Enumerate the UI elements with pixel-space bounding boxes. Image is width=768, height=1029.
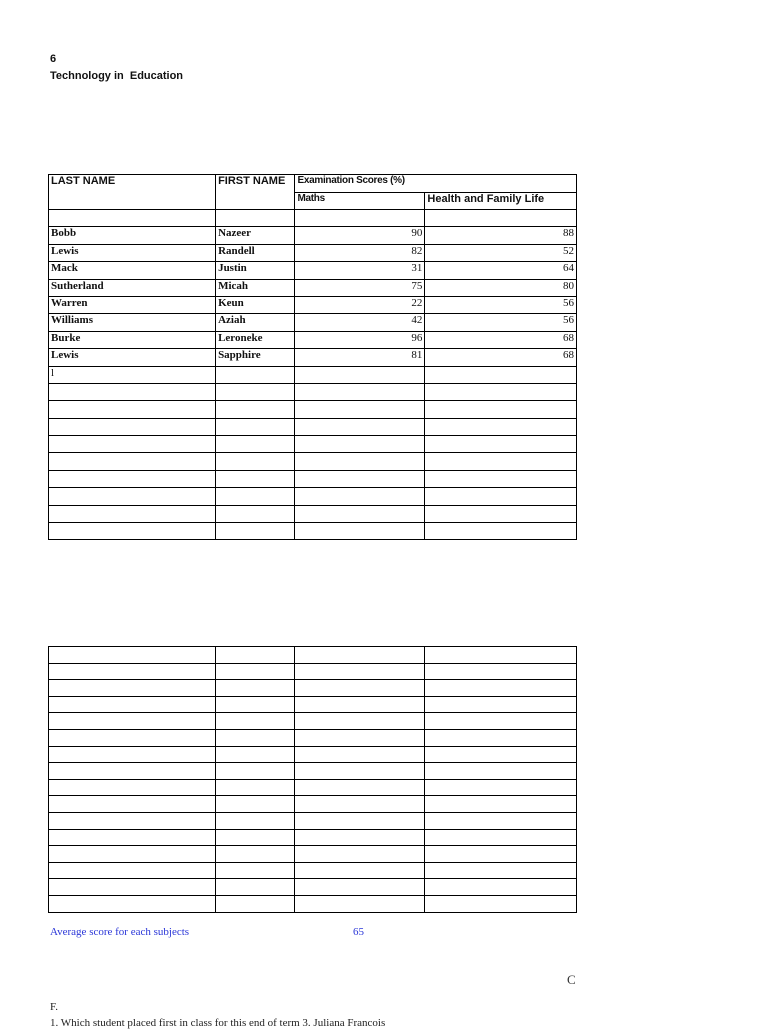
cell[interactable] xyxy=(49,879,216,896)
cell[interactable] xyxy=(425,523,577,540)
empty-row xyxy=(49,862,577,879)
cell[interactable] xyxy=(216,523,295,540)
empty-row xyxy=(49,470,577,487)
cell[interactable] xyxy=(295,488,425,505)
cell[interactable] xyxy=(295,210,425,227)
table-row xyxy=(49,366,577,383)
cell[interactable] xyxy=(425,488,577,505)
cell[interactable] xyxy=(49,663,216,680)
cell[interactable] xyxy=(216,647,295,664)
cell[interactable] xyxy=(295,401,425,418)
cell[interactable] xyxy=(295,829,425,846)
cell[interactable] xyxy=(425,713,577,730)
last-name-cell[interactable]: Lewis xyxy=(49,244,216,261)
cell[interactable] xyxy=(216,796,295,813)
cell[interactable] xyxy=(216,846,295,863)
cell[interactable] xyxy=(295,383,425,400)
empty-row xyxy=(49,812,577,829)
cell[interactable] xyxy=(216,680,295,697)
cell[interactable] xyxy=(216,436,295,453)
last-name-header: LAST NAME xyxy=(49,175,216,193)
cell[interactable] xyxy=(295,729,425,746)
cell[interactable] xyxy=(425,418,577,435)
cell[interactable] xyxy=(295,470,425,487)
cell[interactable] xyxy=(49,453,216,470)
cell[interactable] xyxy=(425,663,577,680)
empty-row xyxy=(49,829,577,846)
cell[interactable] xyxy=(49,729,216,746)
header-blank-cell xyxy=(425,175,577,193)
last-name-cell[interactable]: Warren xyxy=(49,296,216,313)
cell[interactable] xyxy=(216,779,295,796)
cell[interactable] xyxy=(425,470,577,487)
cell[interactable] xyxy=(49,796,216,813)
section-label: F. xyxy=(50,1001,58,1013)
empty-row xyxy=(49,453,577,470)
cell[interactable] xyxy=(49,779,216,796)
cell[interactable] xyxy=(216,696,295,713)
table-row xyxy=(49,279,577,296)
table-row xyxy=(49,296,577,313)
empty-row xyxy=(49,746,577,763)
cell[interactable] xyxy=(295,647,425,664)
cell[interactable] xyxy=(216,453,295,470)
table-row xyxy=(49,262,577,279)
cell[interactable] xyxy=(295,846,425,863)
header-cell xyxy=(216,193,295,210)
cell[interactable] xyxy=(216,729,295,746)
empty-row xyxy=(49,846,577,863)
cell[interactable] xyxy=(49,746,216,763)
header-cell xyxy=(49,193,216,210)
cell[interactable] xyxy=(425,796,577,813)
cell[interactable] xyxy=(216,746,295,763)
cell[interactable] xyxy=(425,696,577,713)
cell[interactable] xyxy=(425,436,577,453)
cell[interactable] xyxy=(49,846,216,863)
cell[interactable] xyxy=(295,418,425,435)
cell[interactable] xyxy=(425,812,577,829)
health-header: Health and Family Life xyxy=(425,193,577,210)
cell[interactable] xyxy=(216,383,295,400)
cell[interactable] xyxy=(49,763,216,780)
cell[interactable] xyxy=(216,210,295,227)
empty-row xyxy=(49,505,577,522)
maths-score-cell[interactable]: 31 xyxy=(295,262,425,279)
empty-row xyxy=(49,663,577,680)
cell[interactable] xyxy=(216,663,295,680)
cell[interactable] xyxy=(295,366,425,383)
cell[interactable] xyxy=(49,647,216,664)
last-name-cell[interactable]: Bobb xyxy=(49,227,216,244)
cell[interactable] xyxy=(295,505,425,522)
table-row xyxy=(49,314,577,331)
health-score-cell[interactable]: 68 xyxy=(425,331,577,348)
cell[interactable] xyxy=(49,505,216,522)
cell[interactable] xyxy=(295,779,425,796)
text-cursor-cell[interactable]: l xyxy=(49,366,216,383)
first-name-cell[interactable]: Leroneke xyxy=(216,331,295,348)
first-name-cell[interactable]: Nazeer xyxy=(216,227,295,244)
last-name-cell[interactable]: Lewis xyxy=(49,349,216,366)
maths-score-cell[interactable]: 42 xyxy=(295,314,425,331)
cell[interactable] xyxy=(49,862,216,879)
cell[interactable] xyxy=(49,418,216,435)
cell[interactable] xyxy=(216,418,295,435)
subheader-row xyxy=(49,193,577,210)
blank-row xyxy=(49,210,577,227)
empty-row xyxy=(49,879,577,896)
cell[interactable] xyxy=(295,453,425,470)
cell[interactable] xyxy=(425,746,577,763)
table-row xyxy=(49,227,577,244)
cell[interactable] xyxy=(49,523,216,540)
cell[interactable] xyxy=(216,713,295,730)
cell[interactable] xyxy=(216,470,295,487)
cell[interactable] xyxy=(49,488,216,505)
health-score-cell[interactable]: 88 xyxy=(425,227,577,244)
document-title: Technology in Education xyxy=(50,70,184,82)
empty-row xyxy=(49,647,577,664)
last-name-cell[interactable]: Williams xyxy=(49,314,216,331)
cell[interactable] xyxy=(49,895,216,912)
empty-row xyxy=(49,436,577,453)
first-name-cell[interactable]: Micah xyxy=(216,279,295,296)
cell[interactable] xyxy=(216,366,295,383)
exam-scores-header: Examination Scores (%) xyxy=(295,175,425,193)
cell[interactable] xyxy=(216,401,295,418)
page-number: 6 xyxy=(50,53,57,65)
cell[interactable] xyxy=(49,696,216,713)
cell[interactable] xyxy=(49,829,216,846)
health-score-cell[interactable]: 56 xyxy=(425,296,577,313)
cell[interactable] xyxy=(49,436,216,453)
cell[interactable] xyxy=(295,663,425,680)
header-row xyxy=(49,175,577,193)
empty-row xyxy=(49,729,577,746)
cell[interactable] xyxy=(425,383,577,400)
health-score-cell[interactable]: 56 xyxy=(425,314,577,331)
maths-score-cell[interactable]: 82 xyxy=(295,244,425,261)
cell[interactable] xyxy=(216,763,295,780)
first-name-cell[interactable]: Keun xyxy=(216,296,295,313)
table-row xyxy=(49,244,577,261)
empty-row xyxy=(49,418,577,435)
cell[interactable] xyxy=(295,862,425,879)
cell[interactable] xyxy=(216,488,295,505)
cell[interactable] xyxy=(295,436,425,453)
exam-scores-table xyxy=(48,174,577,540)
average-score-value: 65 xyxy=(353,926,364,938)
maths-score-cell[interactable]: 75 xyxy=(295,279,425,296)
cell[interactable] xyxy=(295,796,425,813)
cell[interactable] xyxy=(425,862,577,879)
cell[interactable] xyxy=(49,383,216,400)
first-name-cell[interactable]: Randell xyxy=(216,244,295,261)
health-score-cell[interactable]: 80 xyxy=(425,279,577,296)
health-score-cell[interactable]: 64 xyxy=(425,262,577,279)
cell[interactable] xyxy=(295,746,425,763)
last-name-cell[interactable]: Sutherland xyxy=(49,279,216,296)
empty-row xyxy=(49,713,577,730)
empty-row xyxy=(49,763,577,780)
cell[interactable] xyxy=(216,862,295,879)
cell[interactable] xyxy=(425,210,577,227)
cell[interactable] xyxy=(295,696,425,713)
cell[interactable] xyxy=(425,763,577,780)
question-text: 1. Which student placed first in class for this end of term 3. Juliana Francois xyxy=(50,1017,386,1029)
last-name-cell[interactable]: Burke xyxy=(49,331,216,348)
empty-row xyxy=(49,523,577,540)
maths-score-cell[interactable]: 90 xyxy=(295,227,425,244)
cell[interactable] xyxy=(425,846,577,863)
cell[interactable] xyxy=(425,680,577,697)
empty-row xyxy=(49,488,577,505)
first-name-cell[interactable]: Sapphire xyxy=(216,349,295,366)
empty-grid-table xyxy=(48,646,577,913)
cell[interactable] xyxy=(216,829,295,846)
cell[interactable] xyxy=(295,763,425,780)
cell[interactable] xyxy=(425,729,577,746)
cell[interactable] xyxy=(425,879,577,896)
cell[interactable] xyxy=(425,895,577,912)
cell[interactable] xyxy=(216,505,295,522)
empty-row xyxy=(49,383,577,400)
cell[interactable] xyxy=(49,713,216,730)
maths-header: Maths xyxy=(295,193,425,210)
cell[interactable] xyxy=(49,680,216,697)
cell[interactable] xyxy=(49,210,216,227)
empty-row xyxy=(49,779,577,796)
cell[interactable] xyxy=(295,523,425,540)
cell[interactable] xyxy=(295,895,425,912)
cell[interactable] xyxy=(49,470,216,487)
empty-row xyxy=(49,696,577,713)
table-row xyxy=(49,331,577,348)
cell[interactable] xyxy=(425,505,577,522)
cell[interactable] xyxy=(216,895,295,912)
cell[interactable] xyxy=(425,366,577,383)
empty-row xyxy=(49,680,577,697)
cell[interactable] xyxy=(216,812,295,829)
cell[interactable] xyxy=(49,401,216,418)
first-name-cell[interactable]: Justin xyxy=(216,262,295,279)
cell[interactable] xyxy=(295,812,425,829)
empty-row xyxy=(49,796,577,813)
cell[interactable] xyxy=(295,713,425,730)
health-score-cell[interactable]: 68 xyxy=(425,349,577,366)
corner-letter: C xyxy=(567,972,576,987)
last-name-cell[interactable]: Mack xyxy=(49,262,216,279)
table-row xyxy=(49,349,577,366)
maths-score-cell[interactable]: 22 xyxy=(295,296,425,313)
average-score-label: Average score for each subjects xyxy=(50,926,190,938)
cell[interactable] xyxy=(425,453,577,470)
maths-score-cell[interactable]: 96 xyxy=(295,331,425,348)
empty-row xyxy=(49,895,577,912)
cell[interactable] xyxy=(425,401,577,418)
health-score-cell[interactable]: 52 xyxy=(425,244,577,261)
first-name-header: FIRST NAME xyxy=(216,175,295,193)
cell[interactable] xyxy=(216,879,295,896)
empty-row xyxy=(49,401,577,418)
cell[interactable] xyxy=(295,879,425,896)
cell[interactable] xyxy=(425,829,577,846)
cell[interactable] xyxy=(295,680,425,697)
cell[interactable] xyxy=(425,647,577,664)
cell[interactable] xyxy=(425,779,577,796)
first-name-cell[interactable]: Aziah xyxy=(216,314,295,331)
maths-score-cell[interactable]: 81 xyxy=(295,349,425,366)
cell[interactable] xyxy=(49,812,216,829)
